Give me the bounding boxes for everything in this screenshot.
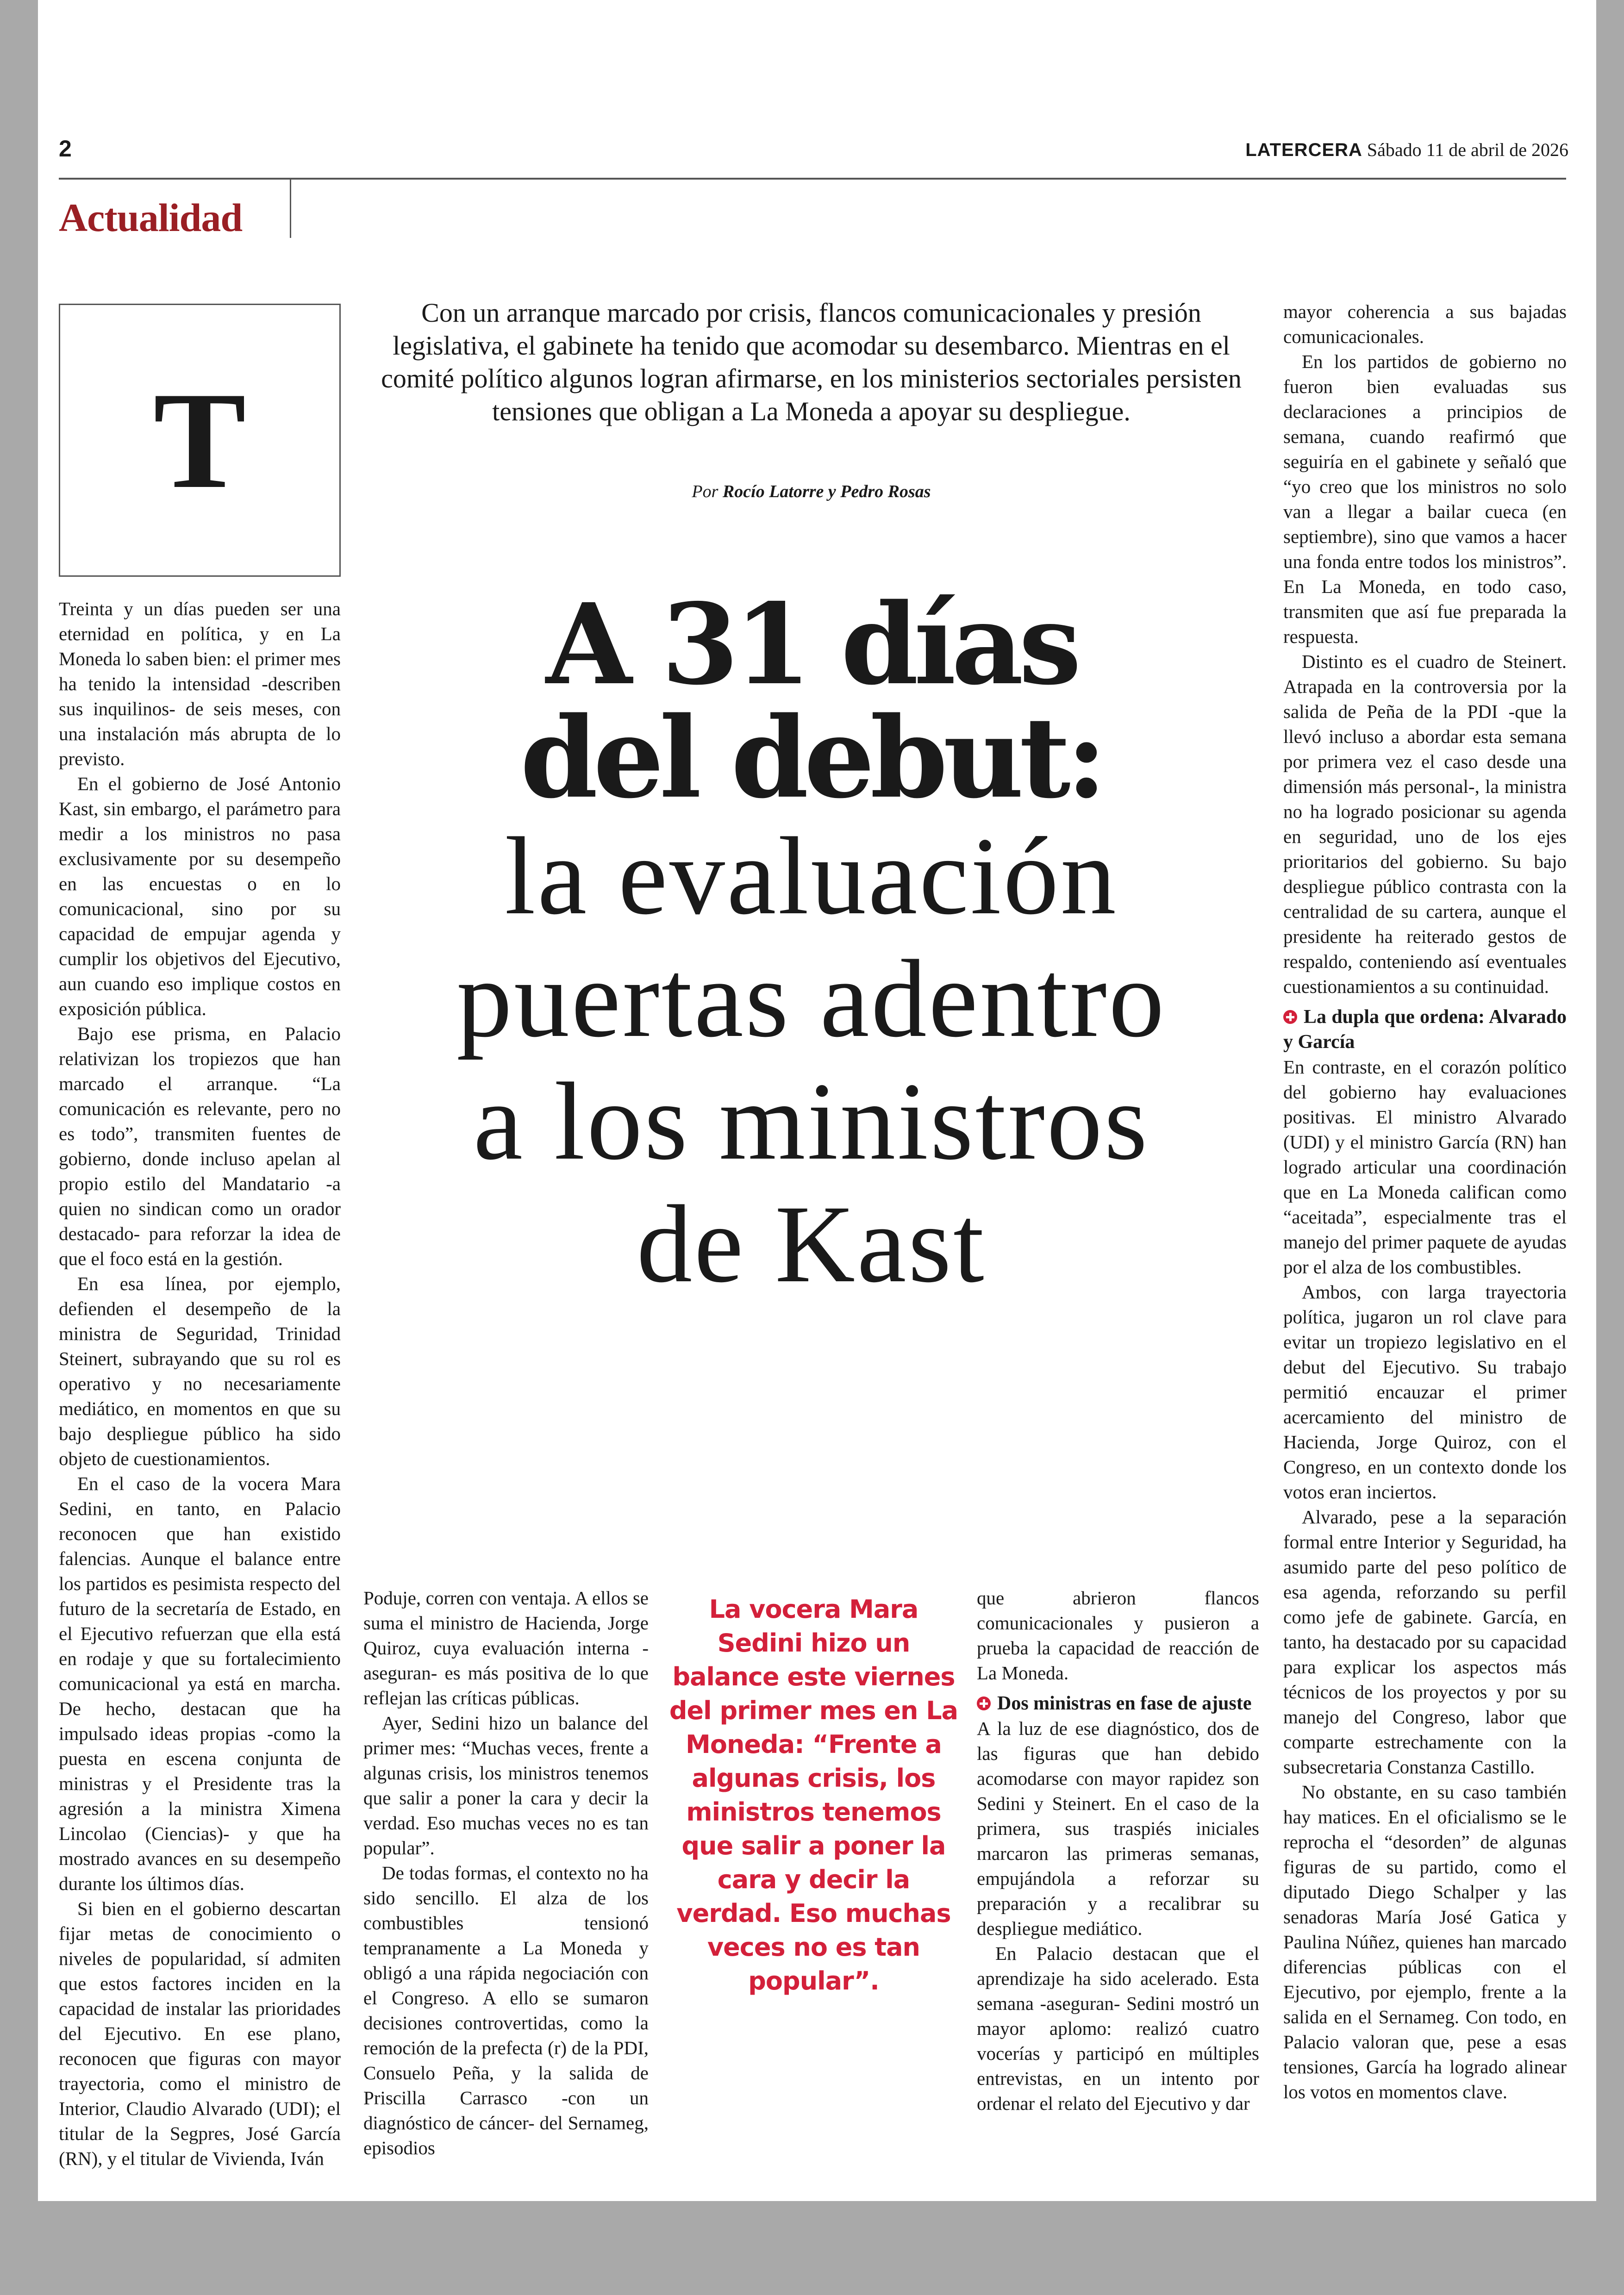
drop-cap-box — [59, 304, 341, 577]
column-4 — [977, 1585, 1259, 2116]
section-title: Actualidad — [59, 195, 243, 240]
subheading: La dupla que ordena: Alvarado y García — [1283, 1006, 1567, 1053]
pull-quote: La vocera Mara Sedini hizo un balance este viernes del primer mes en La Moneda: “Frente a algunas crisis, los ministros tenemos que salir a poner la cara y decir la verdad. Eso muchas veces no es tan popular”. — [669, 1595, 958, 1996]
subheading: Dos ministras en fase de ajuste — [977, 1691, 1259, 1716]
headline-line-4: puertas adentro — [456, 937, 1166, 1060]
paragraph: Ambos, con larga trayectoria política, jugaron un rol clave para evitar un tropiezo legislativo en el debut del Ejecutivo. Su trabajo permitió encauzar el primer acercamiento del ministro de Hacienda, Jorge Quiroz, con el Congreso, en un contexto donde los votos eran inciertos. — [1283, 1281, 1567, 1503]
paragraph: No obstante, en su caso también hay matices. En el oficialismo se le reprocha el “desorden” de algunas figuras de su partido, como el diputado Diego Schalper y las senadoras María José Gatica y Paulina Núñez, quienes han marcado diferencias públicas con el Ejecutivo, por ejemplo, frente a la salida en el Sernameg. Con todo, en Palacio valoran que, pese a esas tensiones, García ha logrado alinear los votos en momentos clave. — [1283, 1781, 1567, 2102]
paragraph: Distinto es el cuadro de Steinert. Atrapada en la controversia por la salida de Peña de la PDI -que la llevó incluso a abordar esta semana por primera vez el caso desde una dimensión más personal-, la ministra no ha logrado posicionar su agenda en seguridad, uno de los ejes prioritarios del gobierno. Su bajo despliegue público contrasta con la centralidad de su cartera, aunque el presidente ha reiterado gestos de respaldo, conteniendo así eventuales cuestionamientos a su continuidad. — [1283, 651, 1567, 997]
paragraph: En esa línea, por ejemplo, defienden el desempeño de la ministra de Seguridad, Trinidad Steinert, subrayando que su rol es operativo y no necesariamente mediático, en momentos en que su bajo despliegue público ha sido objeto de cuestionamientos. — [59, 1273, 341, 1469]
page-number: 2 — [59, 136, 72, 162]
headline-line-5: a los ministros — [473, 1060, 1149, 1183]
paragraph: En el caso de la vocera Mara Sedini, en tanto, en Palacio reconocen que han existido falencias. Aunque el balance entre los partidos es pesimista respecto del futuro de la secretaría de Estado, en el Ejecutivo refuerzan que ella está en rodaje y que su fortalecimiento comunicacional ya está en marcha. De hecho, destacan que ha impulsado ideas propias -como la puesta en escena conjunta de ministras y el Presidente tras la agresión a la ministra Ximena Lincolao (Ciencias)- y que ha mostrado avances en su desempeño durante los últimos días. — [59, 1473, 341, 1894]
byline: Por Rocío Latorre y Pedro Rosas — [692, 482, 931, 501]
paragraph: mayor coherencia a sus bajadas comunicacionales. — [1283, 301, 1567, 347]
byline-authors: Rocío Latorre y Pedro Rosas — [722, 482, 931, 501]
headline — [363, 579, 1259, 1305]
paragraph: A la luz de ese diagnóstico, dos de las figuras que han debido acomodarse con mayor rapidez son Sedini y Steinert. En el caso de la primera, sus traspiés iniciales marcaron las primeras semanas, empujándola a reforzar su preparación y a recalibrar su despliegue mediático. — [977, 1718, 1259, 1939]
issue-date: Sábado 11 de abril de 2026 — [1367, 139, 1568, 160]
paragraph: En el gobierno de José Antonio Kast, sin embargo, el parámetro para medir a los ministros no pasa exclusivamente por su desempeño en las encuestas o en lo comunicacional, sino por su capacidad de empujar agenda y cumplir los objetivos del Ejecutivo, aun cuando eso implique costos en exposición pública. — [59, 773, 341, 1019]
drop-cap: T — [153, 363, 246, 517]
plus-icon — [977, 1696, 991, 1710]
headline-bold-line-2: del debut: — [520, 692, 1103, 823]
paragraph: Bajo ese prisma, en Palacio relativizan los tropiezos que han marcado el arranque. “La comunicación es relevante, pero no es todo”, transmiten fuentes de gobierno, donde incluso apelan al propio estilo del Mandatario -a quien no sindican como un orador destacado- para reforzar la idea de que el foco está en la gestión. — [59, 1023, 341, 1269]
paragraph: que abrieron flancos comunicacionales y pusieron a prueba la capacidad de reacción de La Moneda. — [977, 1587, 1259, 1684]
headline-line-6: de Kast — [637, 1182, 986, 1305]
plus-icon — [1283, 1010, 1297, 1024]
section-divider — [290, 179, 291, 238]
paragraph: Ayer, Sedini hizo un balance del primer mes: “Muchas veces, frente a algunas crisis, los ministros tenemos que salir a poner la cara y decir la verdad. Eso muchas veces no es tan popular”. — [363, 1712, 649, 1858]
headline-line-3: la evaluación — [505, 814, 1118, 937]
column-2 — [363, 1585, 649, 2160]
paragraph: En los partidos de gobierno no fueron bien evaluadas sus declaraciones a principios de semana, cuando reafirmó que seguiría en el gabinete y señaló que “yo creo que los ministros no solo van a llegar a bailar cueca (en septiembre), sino que vamos a hacer una fonda entre todos los ministros”. En La Moneda, en todo caso, transmiten que así fue preparada la respuesta. — [1283, 351, 1567, 647]
column-1 — [59, 596, 341, 2171]
column-5 — [1283, 299, 1567, 2104]
paragraph: Treinta y un días pueden ser una eternidad en política, y en La Moneda lo saben bien: el primer mes ha tenido la intensidad -describen sus inquilinos- de seis meses, con una instalación más abrupta de lo previsto. — [59, 598, 341, 769]
paragraph: De todas formas, el contexto no ha sido sencillo. El alza de los combustibles tensionó tempranamente a La Moneda y obligó a una rápida negociación con el Congreso. A ello se sumaron decisiones controvertidas, como la remoción de la prefecta (r) de la PDI, Consuelo Peña, y la salida de Priscilla Carrasco -con un diagnóstico de cáncer- del Sernameg, episodios — [363, 1862, 649, 2158]
paragraph: Si bien en el gobierno descartan fijar metas de conocimiento o niveles de popularidad, sí admiten que estos factores inciden en la capacidad de instalar las prioridades del Ejecutivo. En ese plano, reconocen que figuras con mayor trayectoria, como el ministro de Interior, Claudio Alvarado (UDI); el titular de la Segpres, José García (RN), y el titular de Vivienda, Iván — [59, 1898, 341, 2169]
brand-logo: LATERCERA — [1245, 140, 1362, 160]
paragraph: Poduje, corren con ventaja. A ellos se suma el ministro de Hacienda, Jorge Quiroz, cuya evaluación interna -aseguran- es más positiva de lo que reflejan las críticas públicas. — [363, 1587, 649, 1709]
header-rule — [59, 178, 1566, 180]
paragraph: En Palacio destacan que el aprendizaje ha sido acelerado. Esta semana -aseguran- Sedini mostró un mayor aplomo: realizó cuatro vocerías y participó en múltiples entrevistas, en un intento por ordenar el relato del Ejecutivo y dar — [977, 1943, 1259, 2114]
paragraph: En contraste, en el corazón político del gobierno hay evaluaciones positivas. El ministro Alvarado (UDI) y el ministro García (RN) han logrado articular una coordinación que en La Moneda califican como “aceitada”, especialmente tras el manejo del primer paquete de ayudas por el alza de los combustibles. — [1283, 1056, 1567, 1278]
headline-bold-line-1: A 31 días — [546, 579, 1077, 710]
article-deck: Con un arranque marcado por crisis, flancos comunicacionales y presión legislativa, el gabinete ha tenido que acomodar su desembarco. Mientras en el comité político algunos logran afirmarse, en los ministerios sectoriales persisten tensiones que obligan a La Moneda a apoyar su despliegue. — [381, 298, 1242, 426]
masthead-info — [1245, 139, 1568, 161]
paragraph: Alvarado, pese a la separación formal entre Interior y Seguridad, ha asumido parte del peso político de esa agenda, reforzando su perfil como jefe de gabinete. García, en tanto, ha destacado por su capacidad para explicar los aspectos más técnicos de los proyectos y por su manejo del Congreso, labor que comparte estrechamente con la subsecretaria Constanza Castillo. — [1283, 1506, 1567, 1777]
